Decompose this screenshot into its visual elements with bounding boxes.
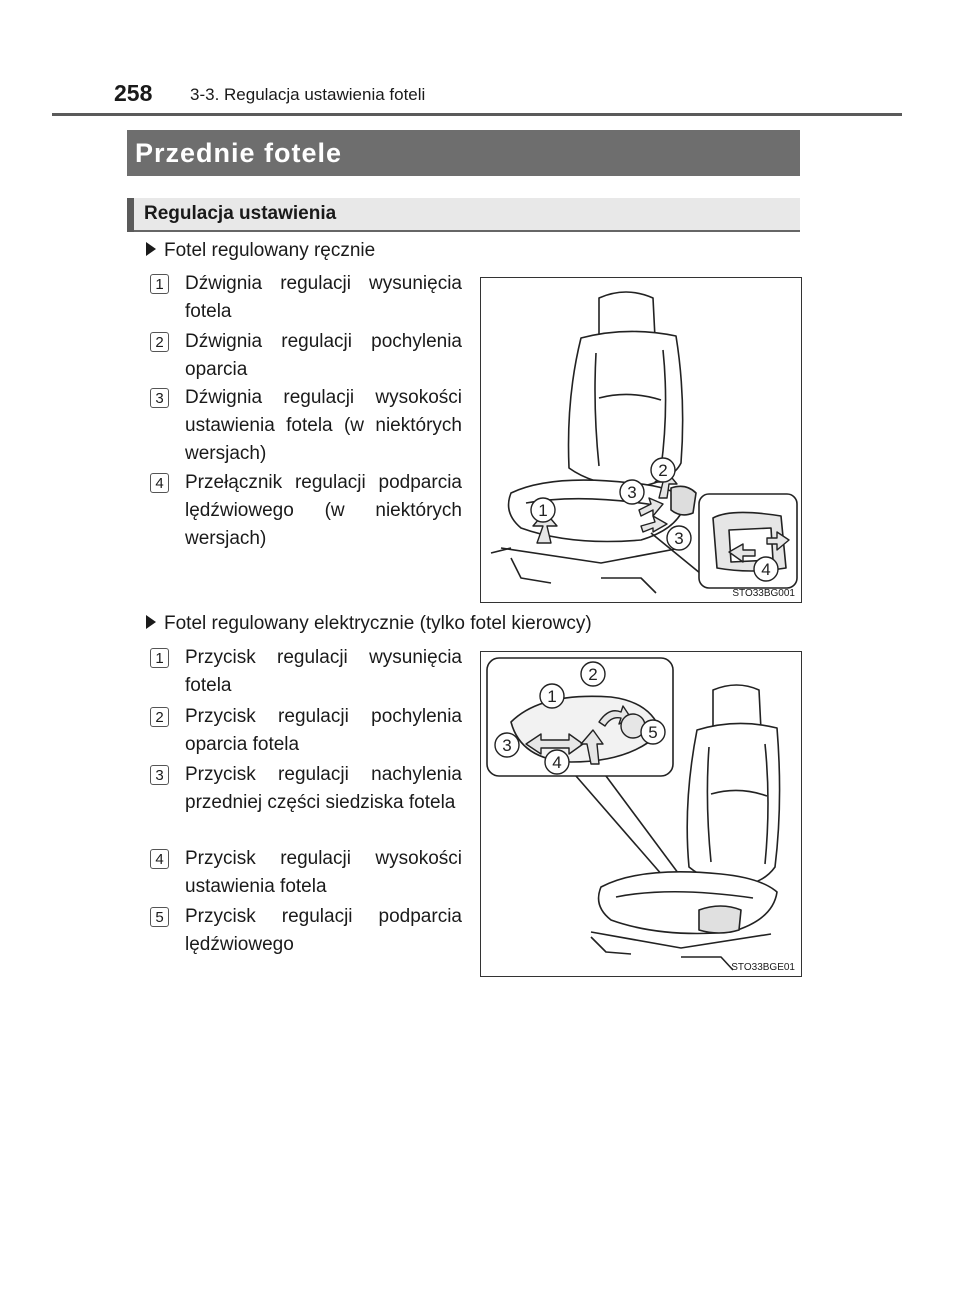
number-box: 1: [150, 648, 169, 668]
manual-item-4-text: Przełącznik regulacji podparcia lędźwiowego (w niektórych wersjach): [185, 472, 462, 549]
callout-label: 1: [547, 687, 557, 706]
callout-label: 1: [538, 501, 548, 520]
callout-label: 3: [627, 483, 637, 502]
callout-label: 4: [761, 560, 771, 579]
callout-label: 2: [588, 665, 598, 684]
manual-item-2-text: Dźwignia regulacji pochylenia oparcia: [185, 331, 462, 380]
callout-label: 4: [552, 753, 562, 772]
subsection-accent: [127, 198, 134, 232]
number-box: 4: [150, 473, 169, 493]
power-item-2-text: Przycisk regulacji pochylenia oparcia fotela: [185, 706, 462, 755]
power-seat-figure: [480, 651, 802, 977]
power-item-4-text: Przycisk regulacji wysokości ustawienia fotela: [185, 848, 462, 897]
number-box: 3: [150, 388, 169, 408]
page-number: 258: [114, 80, 153, 106]
number-box: 2: [150, 332, 169, 352]
section-path: 3-3. Regulacja ustawienia foteli: [190, 85, 426, 104]
power-seat-heading: Fotel regulowany elektrycznie (tylko fotel kierowcy): [146, 613, 592, 635]
page-header: [100, 80, 860, 110]
page-title: Przednie fotele: [135, 138, 343, 168]
power-item-3: [150, 761, 462, 817]
figure-code: STO33BG001: [732, 588, 795, 599]
callout-label: 3: [502, 736, 512, 755]
manual-item-1-text: Dźwignia regulacji wysunięcia fotela: [185, 273, 462, 322]
manual-seat-heading: Fotel regulowany ręcznie: [146, 240, 375, 262]
power-item-1-text: Przycisk regulacji wysunięcia fotela: [185, 647, 462, 696]
triangle-bullet-icon: [146, 615, 156, 629]
power-item-1: [150, 644, 462, 700]
callout-label: 2: [658, 461, 668, 480]
manual-item-1: [150, 270, 462, 326]
power-item-3-text: Przycisk regulacji nachylenia przedniej części siedziska fotela: [185, 764, 462, 813]
manual-seat-illustration: [481, 278, 802, 603]
subsection-title: Regulacja ustawienia: [144, 203, 337, 224]
number-box: 4: [150, 849, 169, 869]
triangle-bullet-icon: [146, 242, 156, 256]
callout-label: 5: [648, 723, 658, 742]
power-item-4: [150, 845, 462, 901]
callout-label: 3: [674, 529, 684, 548]
number-box: 3: [150, 765, 169, 785]
power-item-5: [150, 903, 462, 959]
page-title-bar: [127, 130, 800, 176]
manual-item-2: [150, 328, 462, 384]
power-item-5-text: Przycisk regulacji podparcia lędźwiowego: [185, 906, 462, 955]
header-divider: [52, 113, 902, 116]
figure-code: STO33BGE01: [731, 962, 795, 973]
manual-item-3: [150, 384, 462, 468]
number-box: 5: [150, 907, 169, 927]
manual-item-3-text: Dźwignia regulacji wysokości ustawienia fotela (w niektórych wersjach): [185, 387, 462, 464]
subsection-bar: [127, 198, 800, 232]
number-box: 2: [150, 707, 169, 727]
number-box: 1: [150, 274, 169, 294]
manual-seat-figure: [480, 277, 802, 603]
manual-item-4: [150, 469, 462, 553]
power-seat-illustration: [481, 652, 802, 977]
power-item-2: [150, 703, 462, 759]
